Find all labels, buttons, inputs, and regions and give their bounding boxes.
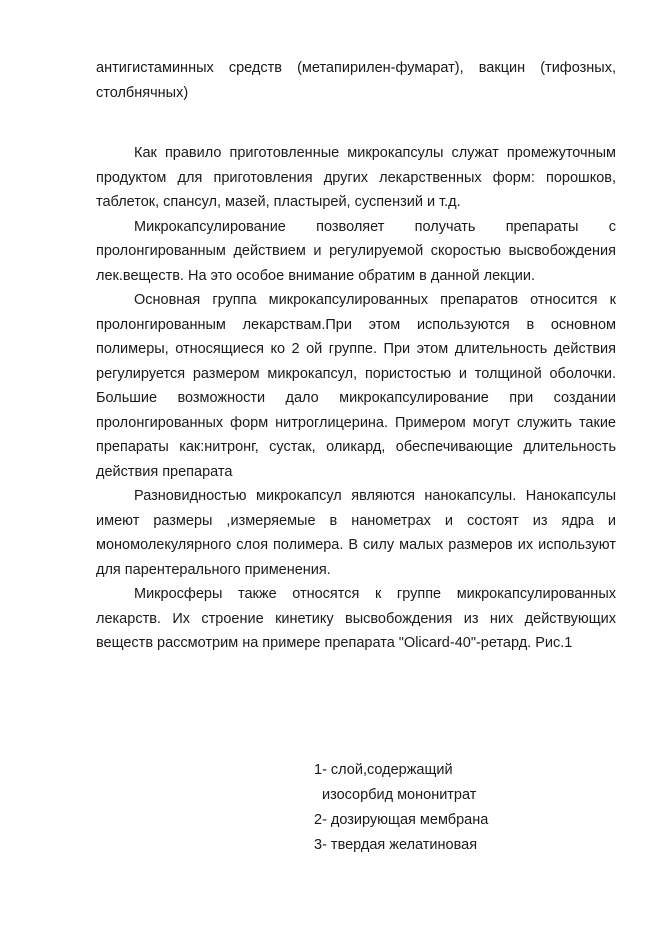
intro-continuation-text: антигистаминных средств (метапирилен-фумарат), вакцин (тифозных, столбнячных) (96, 60, 616, 101)
paragraph-main-group: Основная группа микрокапсулированных препаратов относится к пролонгированным лекарствам.При этом используются в основном полимеры, относящиеся ко 2 ой группе. При этом длительность действия регулируется размером микрокапсул, пористостью и толщиной оболочки. Большие возможности дало микрокапсулирование при создании пролонгированных форм нитроглицерина. Примером могут служить такие препараты как:нитронг, сустак, оликард, обеспечивающие длительность действия препарата (96, 292, 616, 480)
main-text-block (96, 141, 616, 656)
legend-item-1-line-2: изосорбид мононитрат (322, 787, 477, 803)
legend-item-1-line-1: 1- слой,содержащий (314, 762, 453, 778)
legend-item-2: 2- дозирующая мембрана (314, 812, 489, 828)
legend-item-3: 3- твердая желатиновая (314, 837, 478, 853)
paragraph-microspheres: Микросферы также относятся к группе микрокапсулированных лекарств. Их строение кинетику высвобождения из них действующих веществ рассмотрим на примере препарата "Olicard-40"-ретард. Рис.1 (96, 586, 616, 651)
figure-legend (314, 758, 614, 858)
paragraph-microencapsulation-prolonged: Микрокапсулирование позволяет получать препараты с пролонгированным действием и регулируемой скоростью высвобождения лек.веществ. На это особое внимание обратим в данной лекции. (96, 218, 616, 284)
paragraph-nanocapsules: Разновидностью микрокапсул являются нанокапсулы. Нанокапсулы имеют размеры ,измеряемые в нанометрах и состоят из ядра и мономолекулярного слоя полимера. В силу малых размеров их используют для парентерального применения. (96, 488, 616, 578)
paragraph-microcapsules-intermediate: Как правило приготовленные микрокапсулы служат промежуточным продуктом для приготовления других лекарственных форм: порошков, таблеток, спансул, мазей, пластырей, суспензий и т.д. (96, 145, 616, 210)
